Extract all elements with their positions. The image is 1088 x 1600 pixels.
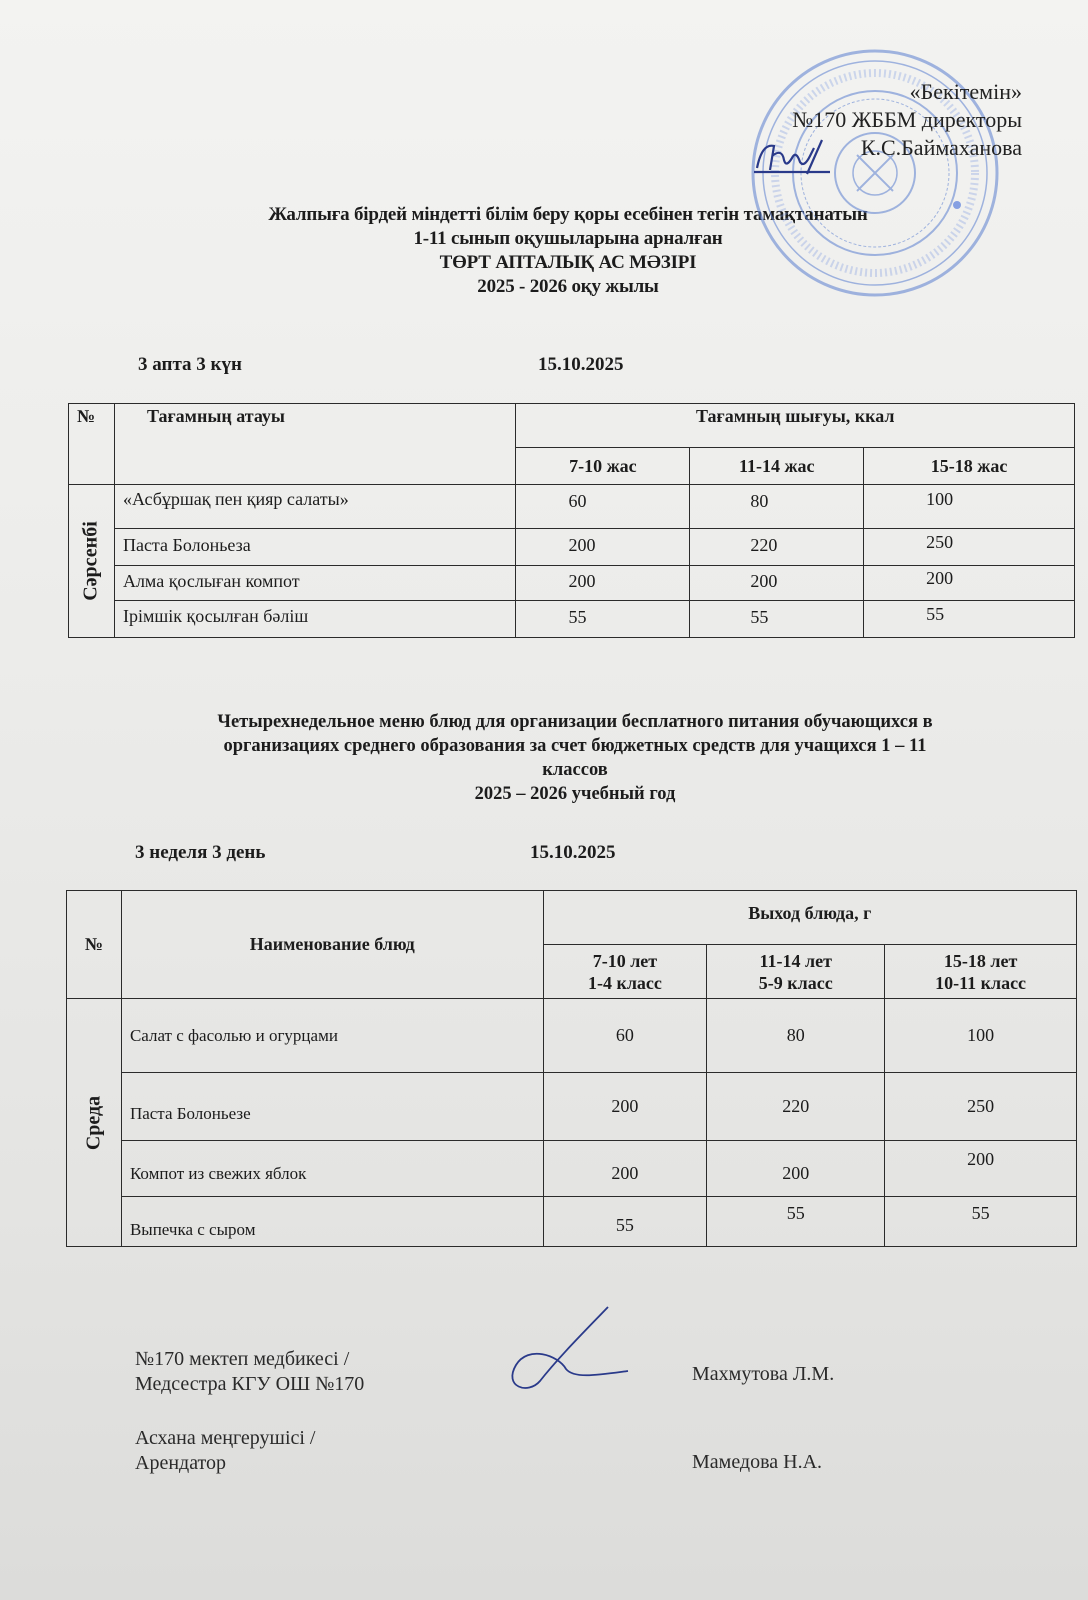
dish-name: Компот из свежих яблок (121, 1141, 543, 1197)
kz-header-no: № (69, 404, 115, 485)
table-row (69, 529, 1075, 566)
table-row (69, 485, 1075, 529)
approval-position: №170 ЖББМ директоры (792, 107, 1022, 132)
value-cell: 55 (707, 1197, 885, 1247)
table-row (69, 601, 1075, 638)
kz-header-age: 15-18 жас (864, 448, 1075, 485)
dish-name: Салат с фасолью и огурцами (121, 999, 543, 1073)
value-cell: 60 (543, 999, 707, 1073)
canteen-role-line: Арендатор (135, 1452, 227, 1474)
kz-title-line: 2025 - 2026 оқу жылы (477, 276, 659, 297)
value-cell: 220 (690, 529, 864, 566)
dish-name: «Асбұршақ пен қияр салаты» (114, 485, 516, 529)
value-cell: 80 (707, 999, 885, 1073)
ru-header-age (707, 945, 885, 999)
kz-day-label: 3 апта 3 күн (138, 354, 242, 375)
ru-header-name: Наименование блюд (121, 891, 543, 999)
value-cell: 55 (885, 1197, 1077, 1247)
kz-date: 15.10.2025 (538, 354, 624, 375)
ru-day-label: 3 неделя 3 день (135, 842, 266, 863)
value-cell: 100 (885, 999, 1077, 1073)
ru-header-age-grade: 1-4 класс (587, 972, 662, 993)
ru-header-age-grade: 5-9 класс (758, 972, 833, 993)
dish-name: Паста Болоньеза (114, 529, 516, 566)
value-cell: 200 (864, 566, 1075, 601)
kz-title-line: Жалпыға бірдей міндетті білім беру қоры есебінен тегін тамақтанатын (268, 204, 868, 225)
value-cell: 55 (690, 601, 864, 638)
director-signature-icon (752, 138, 832, 178)
approval-director-name: К.С.Баймаханова (860, 135, 1022, 160)
table-row (67, 1073, 1077, 1141)
value-cell: 220 (707, 1073, 885, 1141)
nurse-role-line: №170 мектеп медбикесі / (135, 1348, 350, 1370)
ru-header-age-years: 11-14 лет (759, 950, 832, 971)
value-cell: 200 (885, 1141, 1077, 1197)
value-cell: 250 (885, 1073, 1077, 1141)
canteen-manager-name: Мамедова Н.А. (692, 1451, 823, 1473)
nurse-name: Махмутова Л.М. (692, 1363, 835, 1385)
kz-header-age: 7-10 жас (516, 448, 690, 485)
ru-header-no: № (67, 891, 122, 999)
ru-menu-table (66, 890, 1077, 1247)
table-row (69, 566, 1075, 601)
ru-title-line: классов (542, 760, 608, 780)
value-cell: 200 (543, 1073, 707, 1141)
value-cell: 200 (690, 566, 864, 601)
ru-header-age (885, 945, 1077, 999)
kz-day-name: Сәрсенбі (79, 521, 102, 601)
value-cell: 200 (707, 1141, 885, 1197)
value-cell: 200 (516, 529, 690, 566)
ru-header-age (543, 945, 707, 999)
kz-title-line: 1-11 сынып оқушыларына арналған (413, 228, 723, 249)
table-row (67, 1197, 1077, 1247)
dish-name: Алма қослыған компот (114, 566, 516, 601)
kz-day-cell (69, 485, 115, 638)
ru-day-name: Среда (82, 1095, 105, 1150)
value-cell: 200 (516, 566, 690, 601)
value-cell: 250 (864, 529, 1075, 566)
approval-title: «Бекітемін» (909, 79, 1022, 104)
kz-header-group: Тағамның шығуы, ккал (516, 404, 1075, 448)
ru-header-age-grade: 10-11 класс (935, 972, 1027, 993)
kz-header-name: Тағамның атауы (114, 404, 516, 485)
value-cell: 80 (690, 485, 864, 529)
table-row (67, 999, 1077, 1073)
ru-title (120, 710, 1030, 806)
value-cell: 100 (864, 485, 1075, 529)
ru-title-line: Четырехнедельное меню блюд для организации бесплатного питания обучающихся в (217, 712, 933, 732)
value-cell: 200 (543, 1141, 707, 1197)
canteen-role-line: Асхана меңгерушісі / (135, 1427, 316, 1449)
canteen-role (135, 1426, 316, 1476)
ru-date: 15.10.2025 (530, 842, 616, 863)
kz-menu-table (68, 403, 1075, 638)
value-cell: 60 (516, 485, 690, 529)
ru-title-line: 2025 – 2026 учебный год (474, 784, 676, 804)
kz-title-line: ТӨРТ АПТАЛЫҚ АС МӘЗІРІ (439, 252, 697, 273)
ru-day-cell (67, 999, 122, 1247)
nurse-signature-icon (488, 1303, 638, 1393)
value-cell: 55 (864, 601, 1075, 638)
table-row (67, 1141, 1077, 1197)
dish-name: Ірімшік қосылған бәліш (114, 601, 516, 638)
kz-header-age: 11-14 жас (690, 448, 864, 485)
ru-title-line: организациях среднего образования за счет бюджетных средств для учащихся 1 – 11 (223, 736, 927, 756)
value-cell: 55 (543, 1197, 707, 1247)
dish-name: Выпечка с сыром (121, 1197, 543, 1247)
nurse-role-line: Медсестра КГУ ОШ №170 (135, 1373, 365, 1395)
ru-header-group: Выход блюда, г (543, 891, 1076, 945)
dish-name: Паста Болоньезе (121, 1073, 543, 1141)
ru-header-age-years: 15-18 лет (943, 950, 1018, 971)
value-cell: 55 (516, 601, 690, 638)
nurse-role (135, 1347, 364, 1397)
ru-header-age-years: 7-10 лет (592, 950, 658, 971)
